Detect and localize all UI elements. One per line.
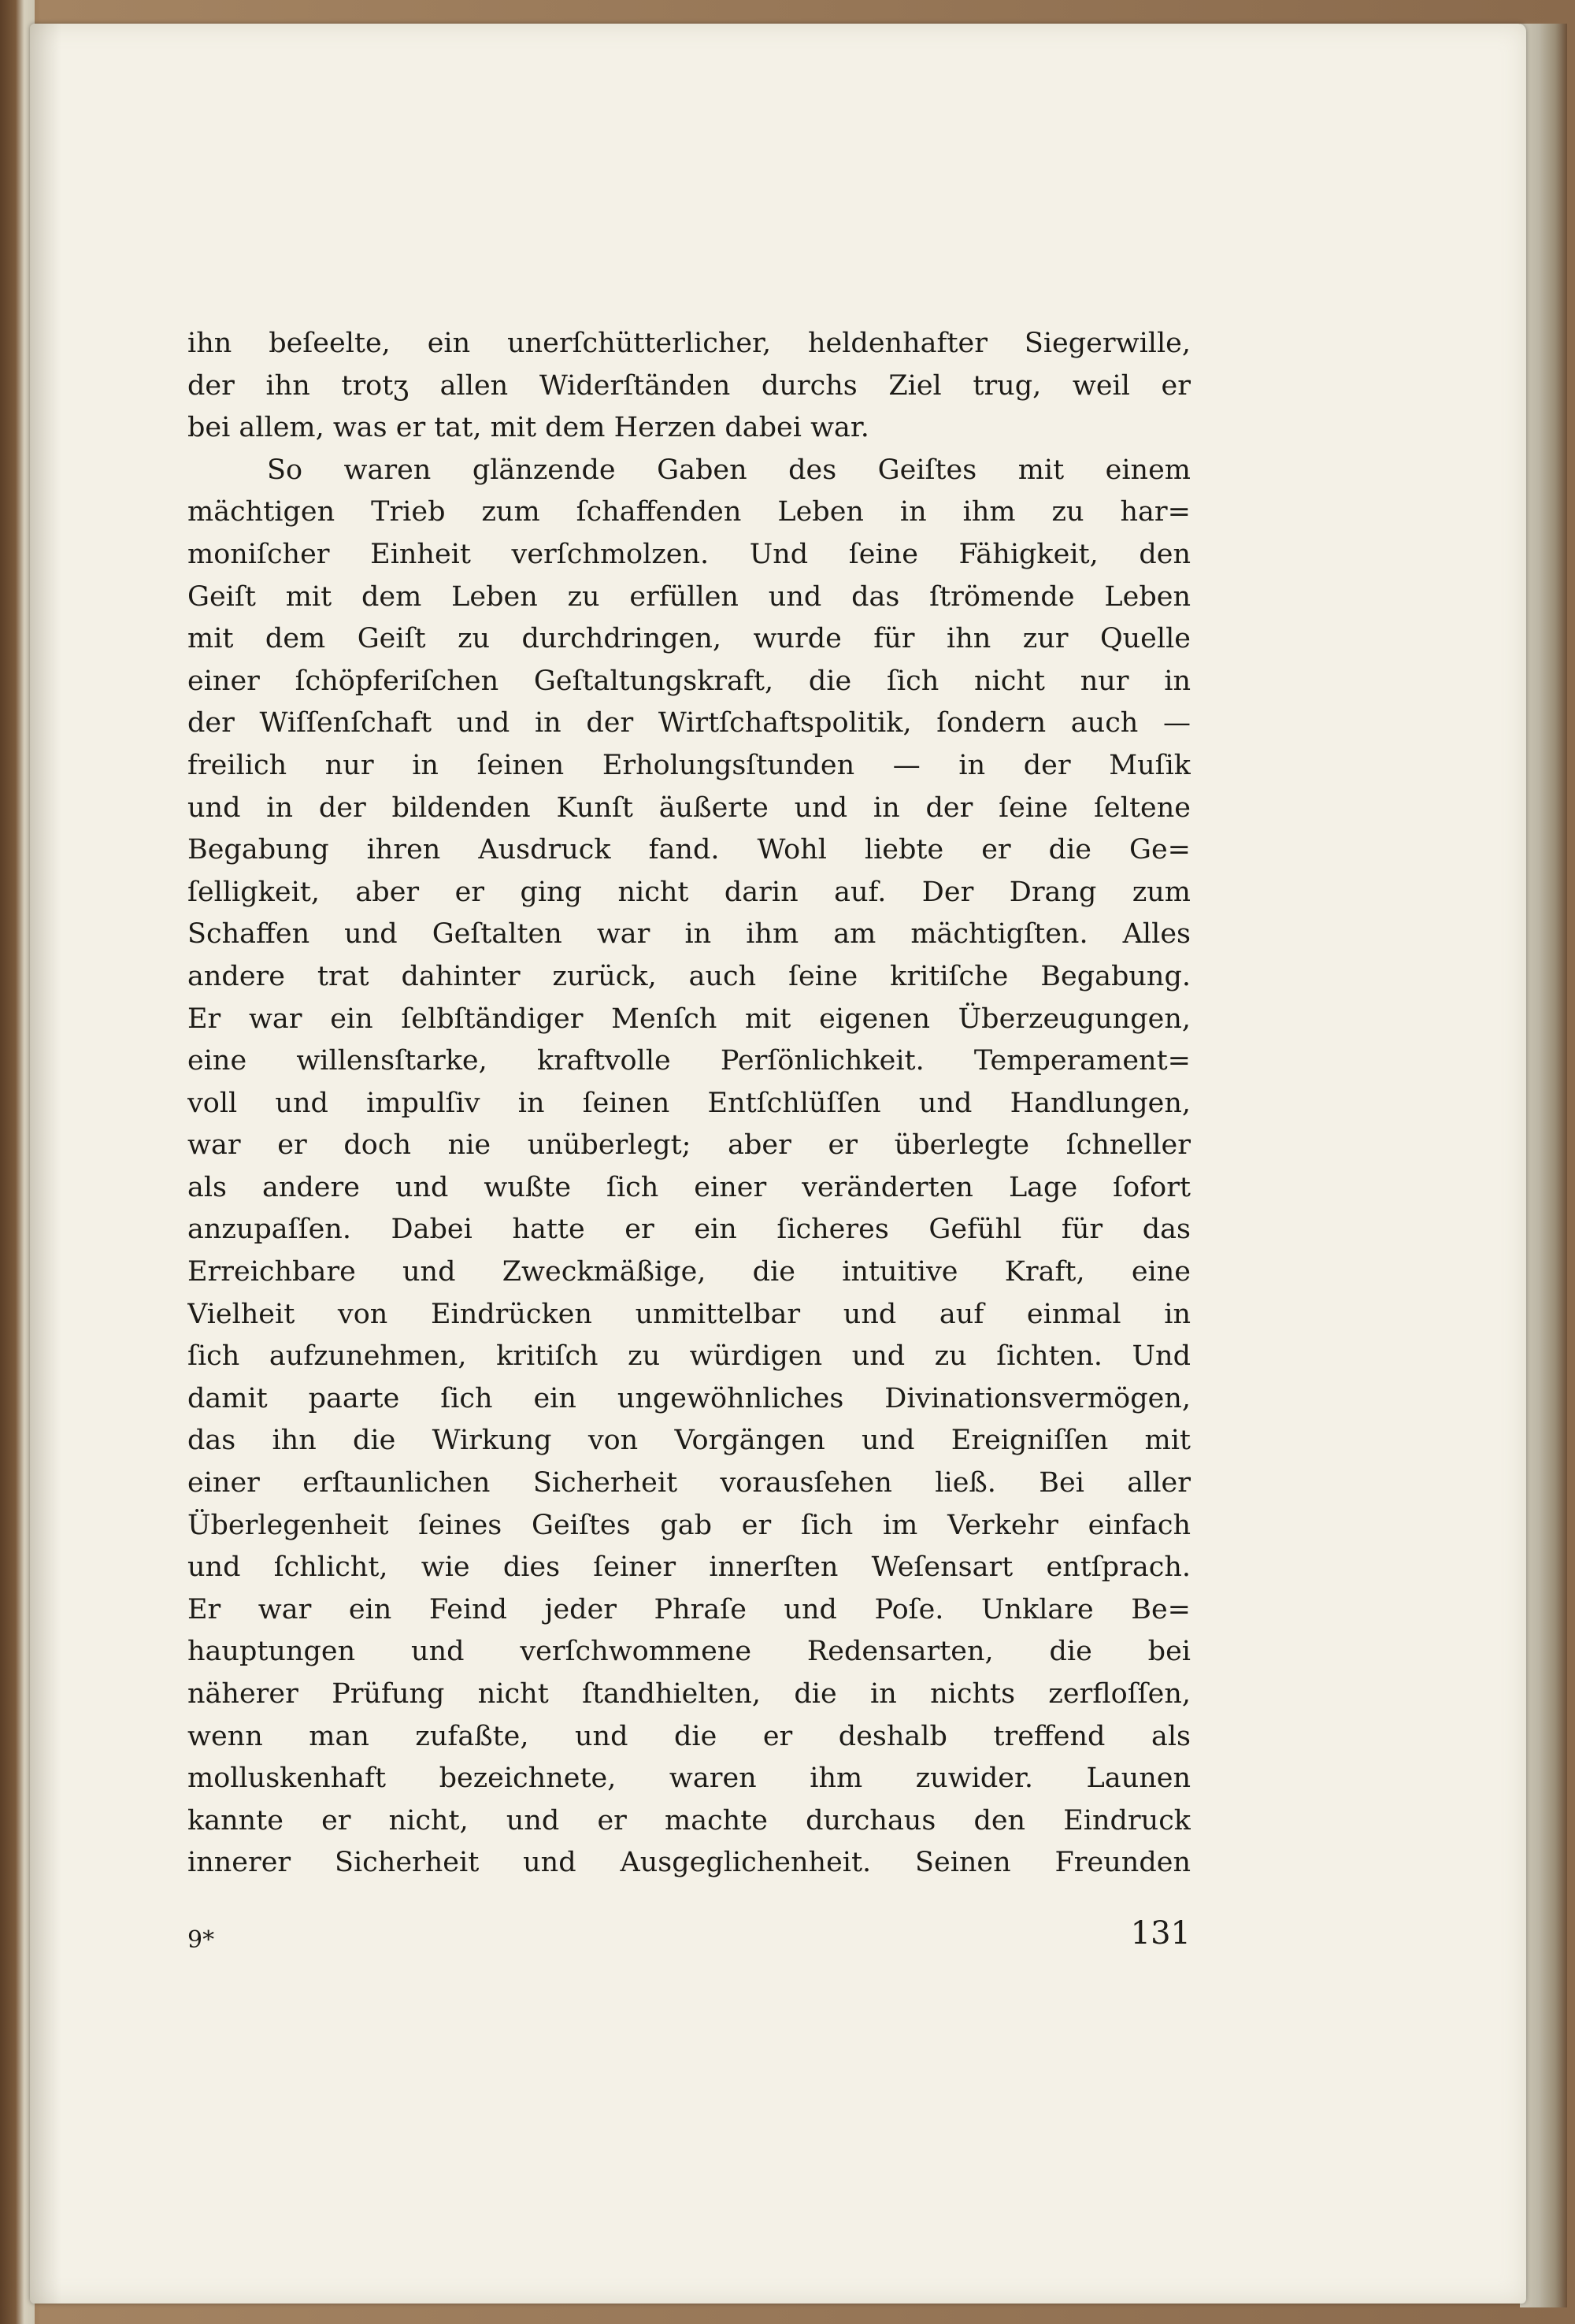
text-line: Vielheit von Eindrücken unmittelbar und auf einmal in (187, 1298, 1191, 1330)
text-line: Überlegenheit ſeines Geiſtes gab er ſich im Verkehr einfach (187, 1509, 1191, 1541)
text-line: als andere und wußte ſich einer veränderten Lage ſofort (187, 1171, 1191, 1203)
text-line: innerer Sicherheit und Ausgeglichenheit. Seinen Freunden (187, 1847, 1191, 1879)
text-line: molluskenhaft bezeichnete, waren ihm zuwider. Launen (187, 1762, 1191, 1795)
text-line: bei allem, was er tat, mit dem Herzen dabei war. (187, 412, 869, 444)
text-line: Geiſt mit dem Leben zu erfüllen und das ſtrömende Leben (187, 580, 1191, 613)
text-line: hauptungen und verſchwommene Redensarten, die bei (187, 1636, 1191, 1668)
text-line: damit paarte ſich ein ungewöhnliches Divinationsvermögen, (187, 1382, 1191, 1414)
signature-mark: 9* (187, 1926, 215, 1954)
text-line: das ihn die Wirkung von Vorgängen und Ereigniſſen mit (187, 1425, 1191, 1457)
page-number: 131 (1130, 1915, 1191, 1951)
text-line: voll und impulſiv in ſeinen Entſchlüſſen und Handlungen, (187, 1087, 1191, 1119)
text-line: einer ſchöpferiſchen Geſtaltungskraft, die ſich nicht nur in (187, 665, 1191, 697)
text-line: mit dem Geiſt zu durchdringen, wurde für ihn zur Quelle (187, 623, 1191, 655)
text-line: der ihn trotʒ allen Widerſtänden durchs Ziel trug, weil er (187, 369, 1191, 402)
text-line: So waren glänzende Gaben des Geiſtes mit einem (267, 454, 1191, 486)
text-line: war er doch nie unüberlegt; aber er überlegte ſchneller (187, 1129, 1191, 1162)
text-line: wenn man zufaßte, und die er deshalb treffend als (187, 1720, 1191, 1752)
page-footer (187, 1915, 1191, 1963)
text-line: und ſchlicht, wie dies ſeiner innerſten Weſensart entſprach. (187, 1551, 1191, 1584)
text-line: ſich aufzunehmen, kritiſch zu würdigen und zu ſichten. Und (187, 1340, 1191, 1373)
text-line: eine willensſtarke, kraftvolle Perſönlichkeit. Temperament= (187, 1045, 1191, 1077)
body-text (187, 323, 1191, 1885)
text-line: moniſcher Einheit verſchmolzen. Und ſeine Fähigkeit, den (187, 538, 1191, 570)
text-line: Begabung ihren Ausdruck fand. Wohl liebte er die Ge= (187, 834, 1191, 866)
text-line: freilich nur in ſeinen Erholungsſtunden — in der Muſik (187, 749, 1191, 781)
text-line: anzupaſſen. Dabei hatte er ein ſicheres Gefühl für das (187, 1214, 1191, 1246)
text-line: andere trat dahinter zurück, auch ſeine kritiſche Begabung. (187, 960, 1191, 992)
text-line: ſelligkeit, aber er ging nicht darin auf. Der Drang zum (187, 876, 1191, 908)
text-line: näherer Prüfung nicht ſtandhielten, die in nichts zerfloſſen, (187, 1678, 1191, 1710)
gutter-shadow (30, 24, 61, 2304)
text-line: mächtigen Trieb zum ſchaffenden Leben in ihm zu har= (187, 496, 1191, 528)
text-line: kannte er nicht, und er machte durchaus den Eindruck (187, 1804, 1191, 1837)
text-line: und in der bildenden Kunſt äußerte und in der ſeine ſeltene (187, 791, 1191, 824)
text-line: der Wiſſenſchaft und in der Wirtſchaftspolitik, ſondern auch — (187, 707, 1191, 739)
book-page-edges (1520, 24, 1567, 2307)
text-line: Er war ein ſelbſtändiger Menſch mit eigenen Überzeugungen, (187, 1003, 1191, 1035)
text-line: Schaffen und Geſtalten war in ihm am mächtigſten. Alles (187, 918, 1191, 951)
text-line: Erreichbare und Zweckmäßige, die intuitive Kraft, eine (187, 1256, 1191, 1288)
text-line: Er war ein Feind jeder Phraſe und Poſe. Unklare Be= (187, 1593, 1191, 1625)
text-line: ihn beſeelte, ein unerſchütterlicher, heldenhafter Siegerwille, (187, 328, 1191, 359)
text-line: einer erſtaunlichen Sicherheit vorausſehen ließ. Bei aller (187, 1467, 1191, 1499)
